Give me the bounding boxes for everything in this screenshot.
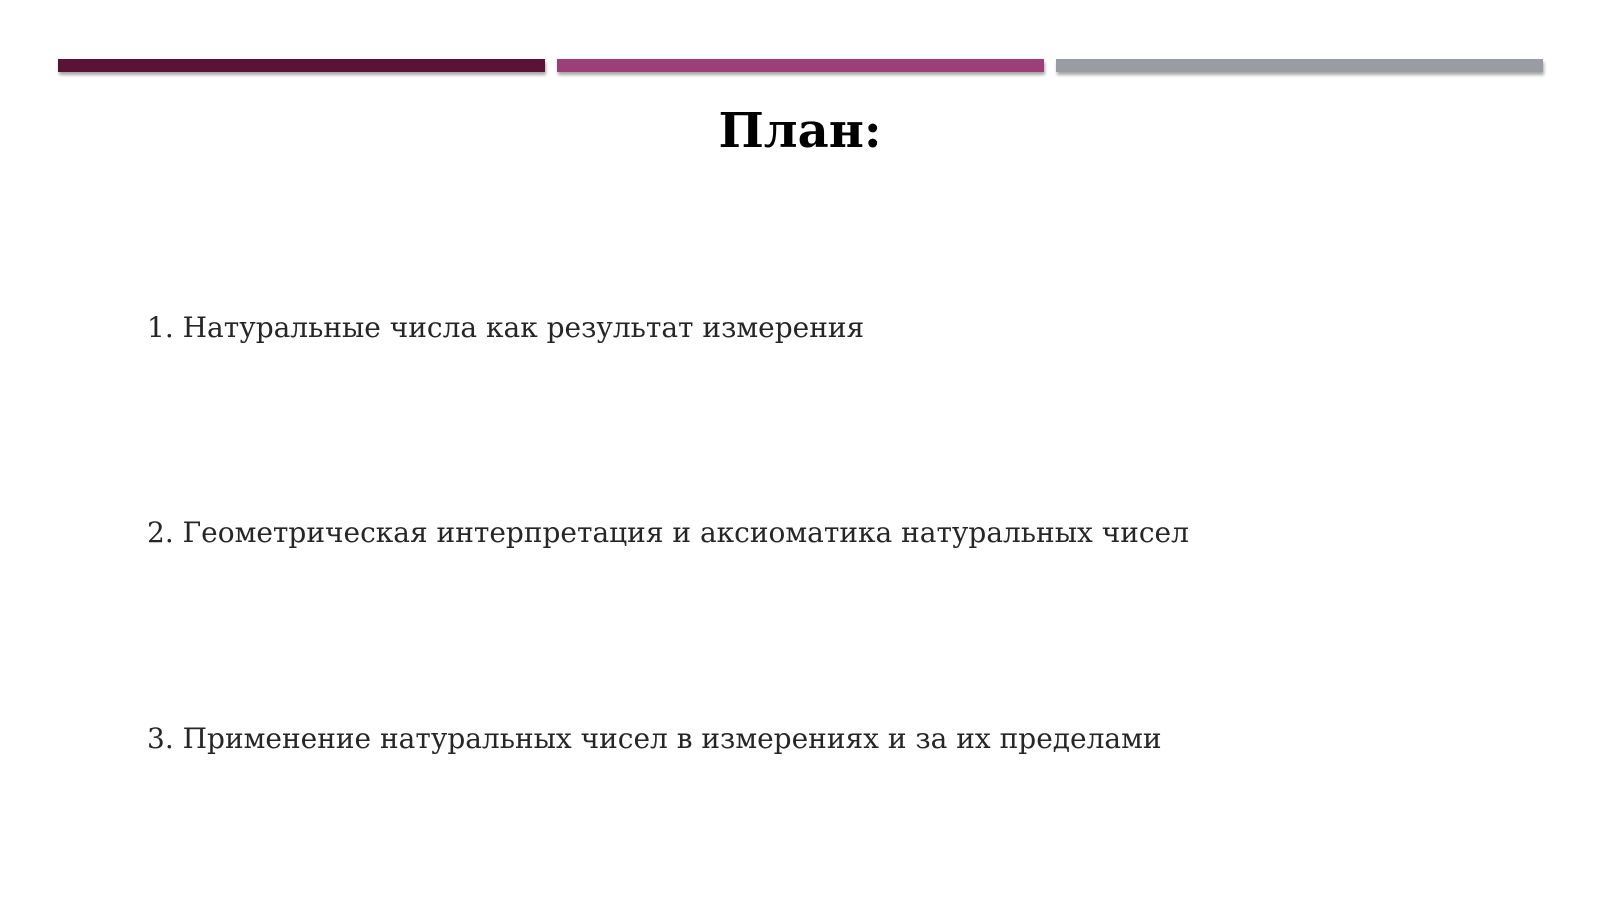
decor-bar-gray [1056,59,1543,72]
decor-bar-magenta [557,59,1044,72]
decor-bar-dark-plum [58,59,545,72]
plan-item-1: 1. Натуральные числа как результат измерения [147,311,865,344]
plan-item-3: 3. Применение натуральных чисел в измерениях и за их пределами [147,722,1162,755]
plan-item-2: 2. Геометрическая интерпретация и аксиоматика натуральных чисел [147,516,1189,549]
slide-title: План: [718,103,882,159]
